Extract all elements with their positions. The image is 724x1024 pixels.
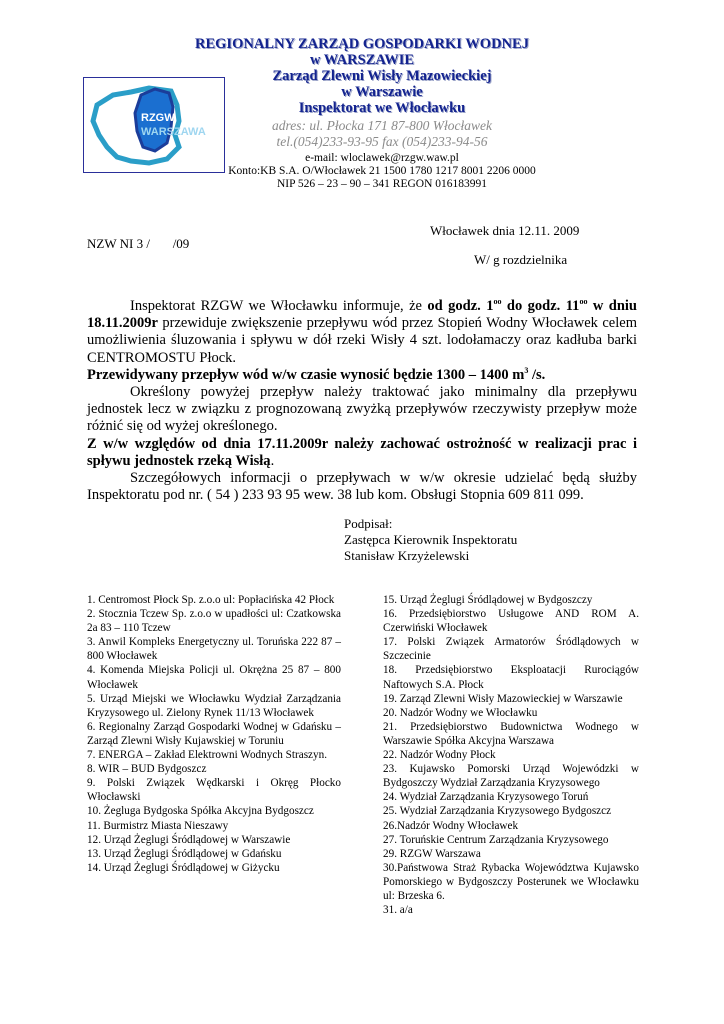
paragraph-5: Szczegółowych informacji o przepływach w w/w okresie udzielać będą służby Inspektoratu pod nr. ( 54 ) 233 93 95 wew. 38 lub kom. Obsługi Stopnia 609 811 099.	[87, 470, 637, 504]
list-item: 31. a/a	[383, 904, 413, 917]
list-item: 9. Polski Związek Wędkarski i Okręg Płocko Włocławski	[87, 777, 341, 804]
org-name-line5: Inspektorat we Włocławku	[298, 100, 466, 116]
signature-title: Zastępca Kierownik Inspektoratu	[344, 532, 518, 547]
org-name-line2: w WARSZAWIE	[309, 52, 415, 68]
list-item: 7. ENERGA – Zakład Elektrowni Wodnych Straszyn.	[87, 749, 328, 762]
place-date: Włocławek dnia 12.11. 2009	[430, 223, 580, 238]
list-item: 16. Przedsiębiorstwo Usługowe AND ROM A. Czerwiński Włocławek	[383, 608, 639, 635]
letter-body	[87, 298, 637, 504]
paragraph-3: Określony powyżej przepływ należy traktować jako minimalny dla przepływu jednostek lecz w związku z prognozowaną zwyżką przepływów rzeczywisty przepływ może różnić się od wyżej określonego.	[87, 384, 637, 435]
list-item: 25. Wydział Zarządzania Kryzysowego Bydgoszcz	[383, 805, 612, 818]
list-item: 12. Urząd Żeglugi Śródlądowej w Warszawie	[87, 833, 291, 846]
reference-number: NZW NI 3 / /09	[87, 236, 190, 251]
list-item: 26.Nadzór Wodny Włocławek	[383, 819, 519, 832]
list-item: 23. Kujawsko Pomorski Urząd Wojewódzki w Bydgoszczy Wydział Zarządzania Kryzysowego	[383, 763, 639, 790]
list-item: 17. Polski Związek Armatorów Śródlądowych w Szczecinie	[383, 636, 639, 663]
list-item: 10. Żegluga Bydgoska Spółka Akcyjna Bydgoszcz	[87, 805, 314, 818]
list-item: 13. Urząd Żeglugi Śródlądowej w Gdańsku	[87, 847, 282, 860]
paragraph-1: Inspektorat RZGW we Włocławku informuje, że od godz. $1^{oo}$ do godz. $11^{oo}$ w dniu 18.11.2009r przewiduje zwiększenie przepływu wód przez Stopień Wodny Włocławek celem umożliwienia śluzowania i spływu w dół rzeki Wisły 4 szt. lodołamaczy oraz kadłuba barki CENTROMOSTU Płock.	[87, 297, 637, 366]
list-item: 15. Urząd Żeglugi Śródlądowej w Bydgoszczy	[383, 594, 593, 606]
org-name-line1: REGIONALNY ZARZĄD GOSPODARKI WODNEJ	[195, 36, 529, 52]
logo-text-warszawa: WARSZAWA	[141, 126, 206, 138]
signature-name: Stanisław Krzyżelewski	[344, 548, 470, 563]
list-item: 29. RZGW Warszawa	[383, 847, 481, 860]
list-item: 21. Przedsiębiorstwo Budownictwa Wodnego w Warszawie Spółka Akcyjna Warszawa	[383, 720, 639, 747]
org-name-line3: Zarząd Zlewni Wisły Mazowieckiej	[272, 68, 492, 84]
list-item: 18. Przedsiębiorstwo Eksploatacji Rurociągów Naftowych S.A. Płock	[383, 664, 639, 691]
list-item: 27. Toruńskie Centrum Zarządzania Kryzysowego	[383, 833, 609, 846]
list-item: 4. Komenda Miejska Policji ul. Okrężna 25 87 – 800 Włocławek	[87, 664, 341, 691]
list-item: 5. Urząd Miejski we Włocławku Wydział Zarządzania Kryzysowego ul. Zielony Rynek 11/13 Włocławek	[87, 692, 341, 719]
paragraph-2-flow: Przewidywany przepływ wód w/w czasie wynosić będzie 1300 – 1400 $m^3$ /s.	[87, 365, 546, 383]
distribution-left	[87, 593, 341, 875]
paragraph-4: Z w/w względów od dnia 17.11.2009r należy zachować ostrożność w realizacji prac i spływu jednostek rzeką Wisłą.	[87, 435, 637, 469]
org-bank-account: Konto:KB S.A. O/Włocławek 21 1500 1780 1217 8001 2206 0000	[228, 165, 536, 177]
list-item: 20. Nadzór Wodny we Włocławku	[383, 706, 538, 719]
list-item: 8. WIR – BUD Bydgoszcz	[87, 763, 207, 776]
list-item: 30.Państwowa Straż Rybacka Województwa Kujawsko Pomorskiego w Bydgoszczy Posterunek we Włocławku ul: Brzeska 6.	[383, 861, 639, 902]
org-nip-regon: NIP 526 – 23 – 90 – 341 REGON 016183991	[276, 178, 488, 190]
org-phone: tel.(054)233-93-95 fax (054)233-94-56	[276, 134, 488, 149]
list-item: 6. Regionalny Zarząd Gospodarki Wodnej w Gdańsku – Zarząd Zlewni Wisły Kujawskiej w Toruniu	[87, 720, 341, 747]
list-item: 22. Nadzór Wodny Płock	[383, 749, 496, 762]
list-item: 11. Burmistrz Miasta Nieszawy	[87, 819, 229, 832]
signature-label: Podpisał:	[344, 516, 393, 531]
org-name-line4: w Warszawie	[341, 84, 423, 100]
org-address: adres: ul. Płocka 171 87-800 Włocławek	[272, 118, 492, 133]
org-email[interactable]: e-mail: wloclawek@rzgw.waw.pl	[305, 152, 459, 164]
distribution-right	[383, 593, 639, 917]
list-item: 19. Zarząd Zlewni Wisły Mazowieckiej w Warszawie	[383, 692, 623, 705]
list-item: 14. Urząd Żeglugi Śródlądowej w Giżycku	[87, 861, 280, 874]
list-item: 24. Wydział Zarządzania Kryzysowego Toruń	[383, 791, 589, 804]
logo-text-rzgw: RZGW	[141, 112, 175, 124]
recipients-note: W/ g rozdzielnika	[474, 252, 568, 267]
list-item: 2. Stocznia Tczew Sp. z.o.o w upadłości ul: Czatkowska 2a 83 – 110 Tczew	[87, 608, 341, 635]
list-item: 3. Anwil Kompleks Energetyczny ul. Toruńska 222 87 – 800 Włocławek	[87, 636, 341, 663]
list-item: 1. Centromost Płock Sp. z.o.o ul: Popłacińska 42 Płock	[87, 594, 335, 606]
